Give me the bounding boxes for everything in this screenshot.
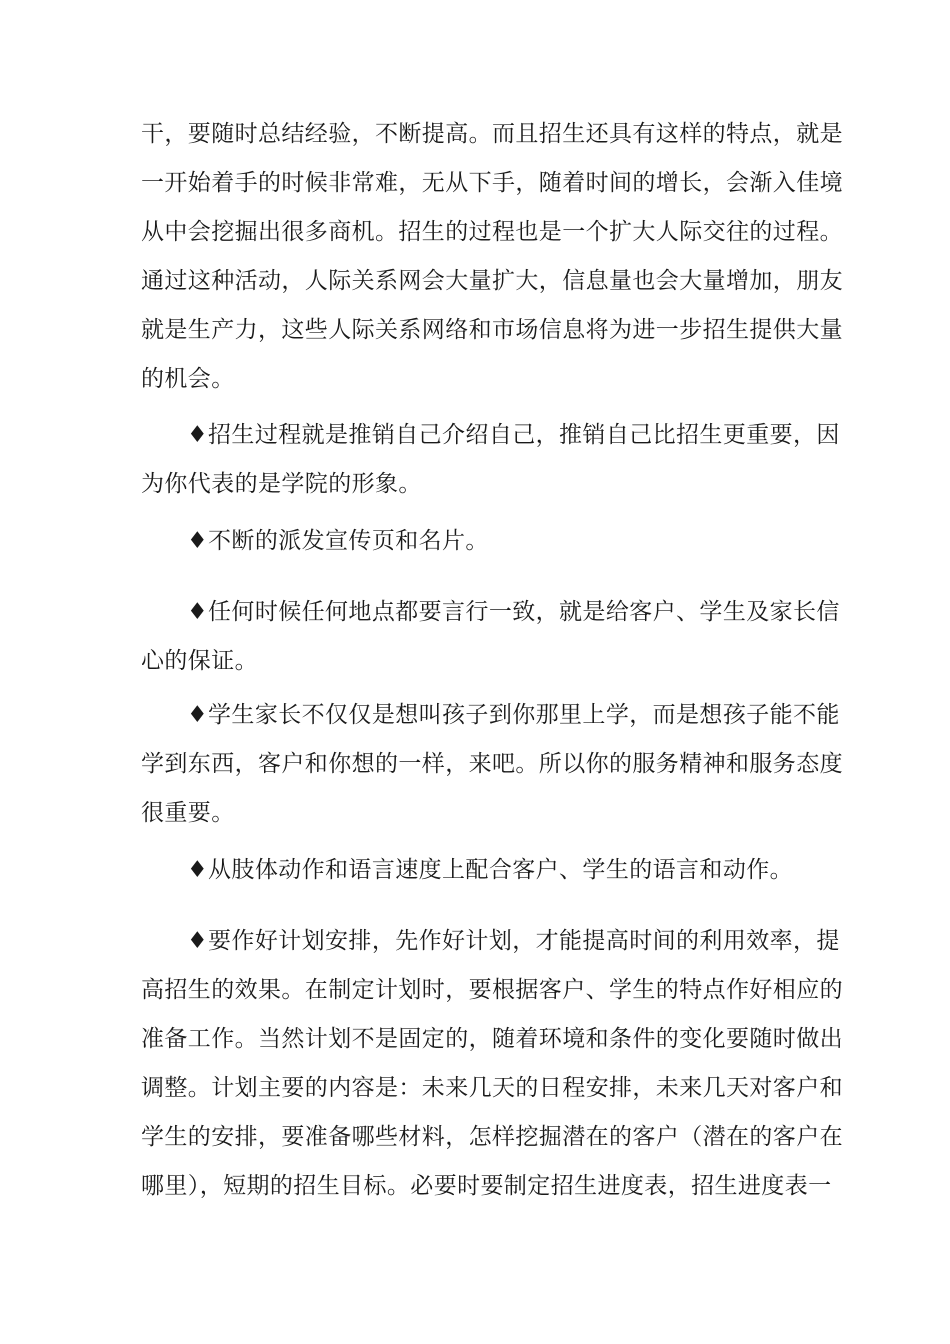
text-line: 就是生产力，这些人际关系网络和市场信息将为进一步招生提供大量: [141, 317, 843, 343]
bullet-text-line: ♦要作好计划安排，先作好计划，才能提高时间的利用效率，提: [187, 928, 840, 954]
text-line: 的机会。: [141, 366, 235, 392]
text-line: 通过这种活动，人际关系网会大量扩大，信息量也会大量增加，朋友: [141, 268, 843, 294]
bullet-text-line: ♦任何时候任何地点都要言行一致，就是给客户、学生及家长信: [187, 599, 840, 625]
bullet-text-line: ♦学生家长不仅仅是想叫孩子到你那里上学，而是想孩子能不能: [187, 702, 840, 728]
bullet-text-line: ♦从肢体动作和语言速度上配合客户、学生的语言和动作。: [187, 857, 794, 883]
text-line: 一开始着手的时候非常难，无从下手，随着时间的增长，会渐入佳境: [141, 170, 843, 196]
text-line: 学到东西，客户和你想的一样，来吧。所以你的服务精神和服务态度: [141, 751, 843, 777]
text-line: 学生的安排，要准备哪些材料，怎样挖掘潜在的客户（潜在的客户在: [141, 1124, 843, 1150]
text-line: 调整。计划主要的内容是：未来几天的日程安排，未来几天对客户和: [141, 1075, 843, 1101]
bullet-text-line: ♦招生过程就是推销自己介绍自己，推销自己比招生更重要，因: [187, 422, 840, 448]
text-line: 准备工作。当然计划不是固定的，随着环境和条件的变化要随时做出: [141, 1026, 843, 1052]
text-line: 心的保证。: [141, 648, 258, 674]
text-line: 干，要随时总结经验，不断提高。而且招生还具有这样的特点，就是: [141, 121, 843, 147]
text-line: 为你代表的是学院的形象。: [141, 471, 422, 497]
text-line: 高招生的效果。在制定计划时，要根据客户、学生的特点作好相应的: [141, 977, 843, 1003]
text-line: 哪里），短期的招生目标。必要时要制定招生进度表，招生进度表一: [141, 1173, 832, 1199]
bullet-text-line: ♦不断的派发宣传页和名片。: [187, 528, 489, 554]
text-line: 从中会挖掘出很多商机。招生的过程也是一个扩大人际交往的过程。: [141, 219, 843, 245]
text-line: 很重要。: [141, 800, 235, 826]
